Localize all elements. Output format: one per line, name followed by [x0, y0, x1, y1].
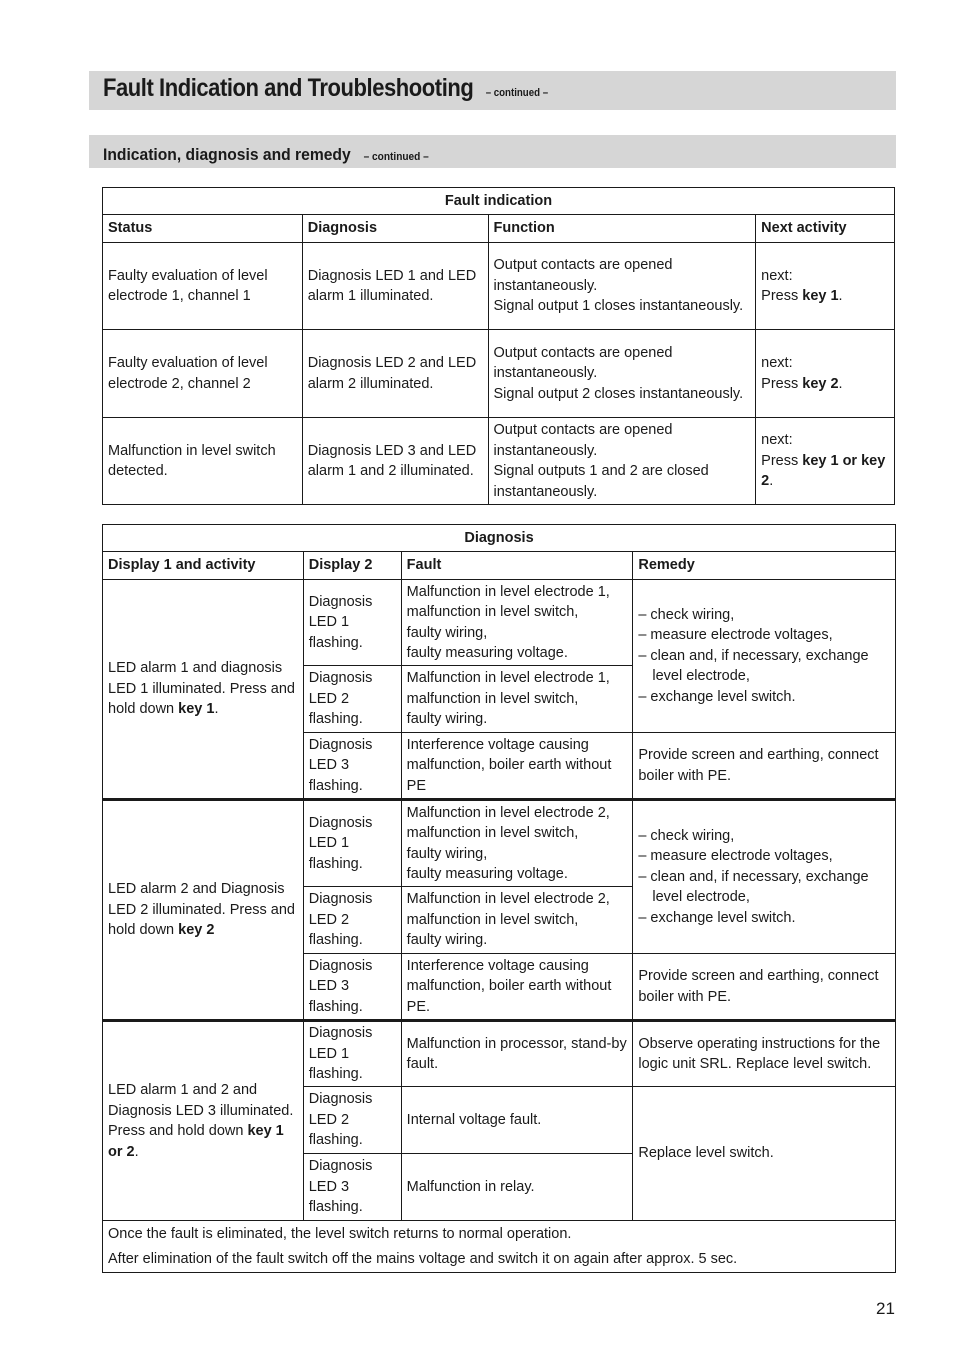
remedy-cell: – check wiring, – measure electrode voltages, – clean and, if necessary, exchange level electrode, – exchange level switch. [633, 800, 896, 954]
diagnosis-cell: Diagnosis LED 1 and LED alarm 1 illuminated. [302, 243, 488, 330]
title-continued: – continued – [485, 87, 549, 99]
fault-cell: Interference voltage causing malfunction, boiler earth without PE. [401, 954, 633, 1021]
table-row [103, 330, 895, 418]
page-number: 21 [876, 1299, 895, 1318]
fault-cell: Interference voltage causing malfunction, boiler earth without PE [401, 733, 633, 800]
display2-cell: Diagnosis LED 1 flashing. [303, 800, 401, 887]
status-cell: Malfunction in level switch detected. [103, 418, 303, 505]
display2-cell: Diagnosis LED 3 flashing. [303, 954, 401, 1021]
display2-cell: Diagnosis LED 2 flashing. [303, 666, 401, 733]
fault-cell: Internal voltage fault. [401, 1087, 633, 1154]
remedy-cell: Provide screen and earthing, connect boiler with PE. [633, 733, 896, 800]
table-row [103, 418, 895, 505]
column-header: Display 2 [303, 552, 401, 580]
next-activity-cell: next: Press key 1 or key 2. [756, 418, 895, 505]
display2-cell: Diagnosis LED 1 flashing. [303, 1021, 401, 1087]
column-header: Function [488, 215, 756, 243]
fault-cell: Malfunction in level electrode 1, malfunction in level switch, faulty wiring, faulty measuring voltage. [401, 580, 633, 666]
table-caption: Fault indication [103, 188, 895, 215]
next-activity-cell: next: Press key 1. [756, 243, 895, 330]
table-caption: Diagnosis [103, 525, 896, 552]
column-header: Next activity [756, 215, 895, 243]
fault-cell: Malfunction in processor, stand-by fault. [401, 1021, 633, 1087]
display2-cell: Diagnosis LED 1 flashing. [303, 580, 401, 666]
function-cell: Output contacts are opened instantaneously. Signal outputs 1 and 2 are closed instantaneously. [488, 418, 756, 505]
subtitle-continued: – continued – [363, 151, 429, 163]
display2-cell: Diagnosis LED 3 flashing. [303, 1154, 401, 1221]
note-text: After elimination of the fault switch off the mains voltage and switch it on again after approx. 5 sec. [103, 1247, 896, 1273]
note-text: Once the fault is eliminated, the level switch returns to normal operation. [103, 1221, 896, 1247]
fault-indication-table [102, 187, 895, 505]
column-header: Diagnosis [302, 215, 488, 243]
column-header: Status [103, 215, 303, 243]
fault-cell: Malfunction in level electrode 1, malfunction in level switch, faulty wiring. [401, 666, 633, 733]
next-activity-cell: next: Press key 2. [756, 330, 895, 418]
function-cell: Output contacts are opened instantaneously. Signal output 1 closes instantaneously. [488, 243, 756, 330]
display1-cell: LED alarm 1 and 2 and Diagnosis LED 3 illuminated. Press and hold down key 1 or 2. [103, 1021, 304, 1221]
table-row [103, 580, 896, 666]
fault-cell: Malfunction in relay. [401, 1154, 633, 1221]
column-header: Remedy [633, 552, 896, 580]
table-row [103, 800, 896, 887]
column-header: Fault [401, 552, 633, 580]
diagnosis-table [102, 524, 896, 1273]
status-cell: Faulty evaluation of level electrode 1, channel 1 [103, 243, 303, 330]
display2-cell: Diagnosis LED 3 flashing. [303, 733, 401, 800]
fault-cell: Malfunction in level electrode 2, malfunction in level switch, faulty wiring. [401, 887, 633, 954]
display1-cell: LED alarm 1 and diagnosis LED 1 illuminated. Press and hold down key 1. [103, 580, 304, 800]
remedy-cell: Replace level switch. [633, 1087, 896, 1221]
display1-cell: LED alarm 2 and Diagnosis LED 2 illuminated. Press and hold down key 2 [103, 800, 304, 1021]
display2-cell: Diagnosis LED 2 flashing. [303, 1087, 401, 1154]
function-cell: Output contacts are opened instantaneously. Signal output 2 closes instantaneously. [488, 330, 756, 418]
diagnosis-cell: Diagnosis LED 2 and LED alarm 2 illuminated. [302, 330, 488, 418]
table-row [103, 243, 895, 330]
diagnosis-cell: Diagnosis LED 3 and LED alarm 1 and 2 illuminated. [302, 418, 488, 505]
fault-cell: Malfunction in level electrode 2, malfunction in level switch, faulty wiring, faulty measuring voltage. [401, 800, 633, 887]
remedy-cell: Provide screen and earthing, connect boiler with PE. [633, 954, 896, 1021]
remedy-cell: Observe operating instructions for the logic unit SRL. Replace level switch. [633, 1021, 896, 1087]
page-title: Fault Indication and Troubleshooting – continued – [103, 74, 549, 102]
status-cell: Faulty evaluation of level electrode 2, channel 2 [103, 330, 303, 418]
display2-cell: Diagnosis LED 2 flashing. [303, 887, 401, 954]
remedy-cell: – check wiring, – measure electrode voltages, – clean and, if necessary, exchange level electrode, – exchange level switch. [633, 580, 896, 733]
table-row [103, 1021, 896, 1087]
section-title: Indication, diagnosis and remedy – continued – [103, 145, 429, 164]
column-header: Display 1 and activity [103, 552, 304, 580]
